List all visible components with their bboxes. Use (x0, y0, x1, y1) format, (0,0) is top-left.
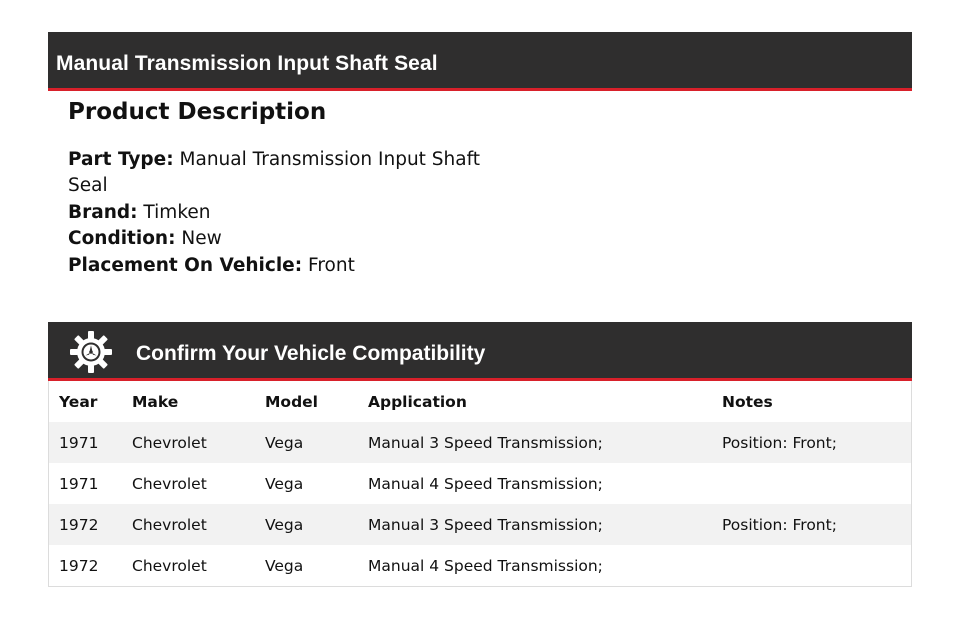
cell-application: Manual 4 Speed Transmission; (368, 556, 603, 575)
spec-value: Manual Transmission Input Shaft Seal (68, 149, 481, 197)
cell-model: Vega (265, 474, 304, 493)
product-description (68, 96, 488, 279)
spec-condition (68, 226, 488, 252)
cell-make: Chevrolet (132, 515, 207, 534)
cell-year: 1972 (59, 556, 99, 575)
cell-year: 1972 (59, 515, 99, 534)
column-header-make: Make (132, 392, 179, 411)
cell-application: Manual 4 Speed Transmission; (368, 474, 603, 493)
spec-value: Front (308, 254, 355, 276)
column-header-year: Year (59, 392, 98, 411)
cell-model: Vega (265, 556, 304, 575)
cell-notes: Position: Front; (722, 433, 837, 452)
column-header-model: Model (265, 392, 318, 411)
description-heading: Product Description (68, 99, 327, 125)
compatibility-table (48, 381, 912, 587)
cell-year: 1971 (59, 474, 99, 493)
column-header-notes: Notes (722, 392, 773, 411)
table-row (49, 463, 911, 504)
compatibility-title: Confirm Your Vehicle Compatibility (136, 342, 486, 365)
cell-notes: Position: Front; (722, 515, 837, 534)
spec-value: New (181, 228, 222, 250)
cell-make: Chevrolet (132, 556, 207, 575)
product-title-bar (48, 32, 912, 91)
table-row (49, 422, 911, 463)
gear-car-icon (69, 330, 113, 374)
spec-list (68, 147, 488, 279)
table-header-row (49, 381, 911, 422)
spec-part-type (68, 147, 488, 200)
spec-value: Timken (143, 201, 211, 223)
cell-year: 1971 (59, 433, 99, 452)
cell-application: Manual 3 Speed Transmission; (368, 433, 603, 452)
cell-make: Chevrolet (132, 474, 207, 493)
column-header-application: Application (368, 392, 467, 411)
product-title: Manual Transmission Input Shaft Seal (56, 52, 438, 75)
spec-brand (68, 200, 488, 226)
spec-placement (68, 253, 488, 279)
compatibility-header (48, 322, 912, 381)
cell-make: Chevrolet (132, 433, 207, 452)
cell-model: Vega (265, 515, 304, 534)
spec-label: Placement On Vehicle: (68, 254, 303, 276)
spec-label: Condition: (68, 228, 176, 250)
table-row (49, 504, 911, 545)
cell-model: Vega (265, 433, 304, 452)
table-row (49, 545, 911, 586)
spec-label: Part Type: (68, 149, 174, 170)
cell-application: Manual 3 Speed Transmission; (368, 515, 603, 534)
spec-label: Brand: (68, 201, 138, 223)
